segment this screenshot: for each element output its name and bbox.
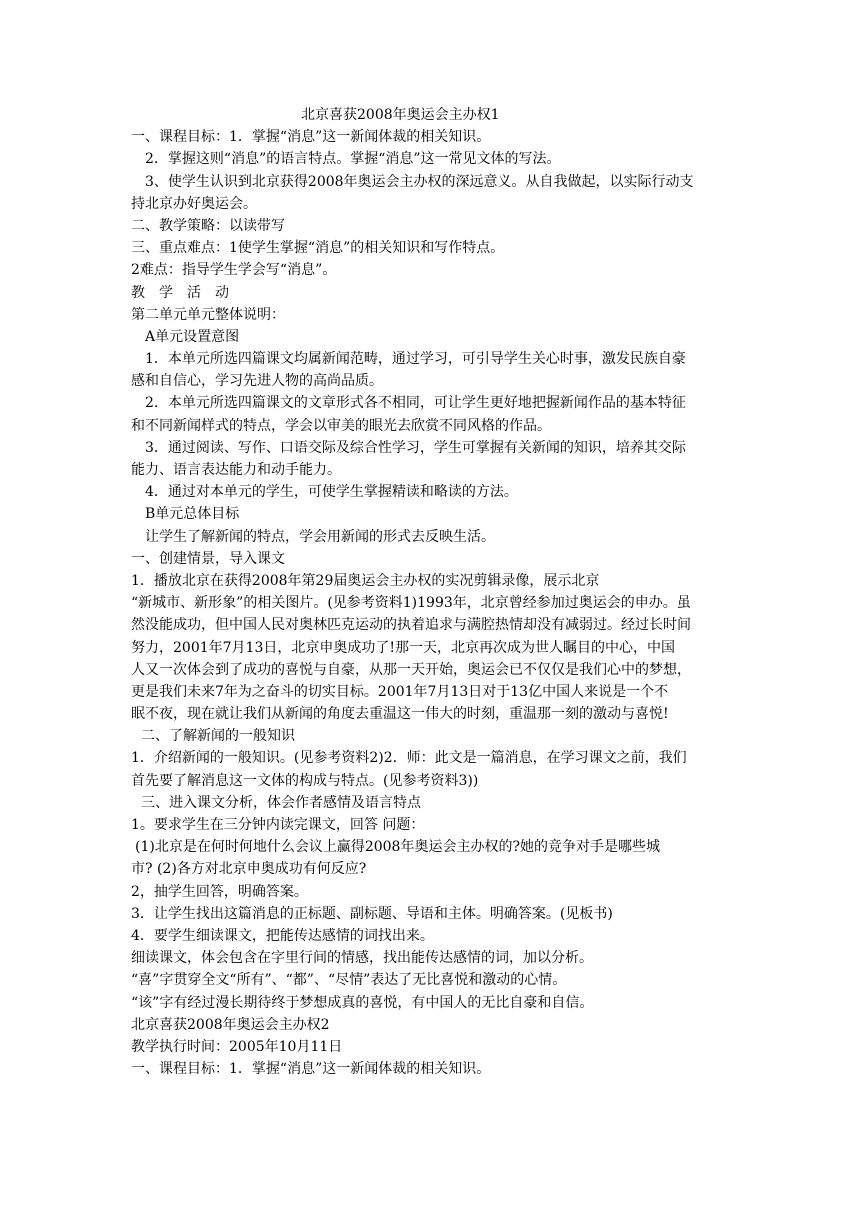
text-line: 第二单元单元整体说明： xyxy=(131,306,285,323)
text-line: “该”字有经过漫长期待终于梦想成真的喜悦，有中国人的无比自豪和自信。 xyxy=(131,994,594,1011)
text-line: 1．播放北京在获得2008年第29届奥运会主办权的实况剪辑录像，展示北京 xyxy=(131,572,600,589)
text-line: “新城市、新形象”的相关图片。(见参考资料1)1993年，北京曾经参加过奥运会的申办。虽 xyxy=(131,595,691,612)
text-line: 更是我们未来7年为之奋斗的切实目标。2001年7月13日对于13亿中国人来说是一个不 xyxy=(131,683,669,700)
text-line: 三、重点难点：1使学生掌握“消息”的相关知识和写作特点。 xyxy=(131,240,505,257)
text-line: 一、创建情景，导入课文 xyxy=(131,550,285,567)
text-line: 眠不夜，现在就让我们从新闻的角度去重温这一伟大的时刻，重温那一刻的激动与喜悦! xyxy=(131,706,669,723)
document-body xyxy=(131,104,735,1080)
text-line: 让学生了解新闻的特点，学会用新闻的形式去反映生活。 xyxy=(145,528,495,545)
text-line: 1．本单元所选四篇课文均属新闻范畴，通过学习，可引导学生关心时事，激发民族自豪 xyxy=(145,351,686,368)
text-line: 细读课文，体会包含在字里行间的情感，找出能传达感情的词，加以分析。 xyxy=(131,950,593,967)
text-line: 2难点：指导学生学会写“消息”。 xyxy=(131,262,337,279)
document-title: 北京喜获2008年奥运会主办权1 xyxy=(301,107,500,123)
text-line: 2，抽学生回答，明确答案。 xyxy=(131,883,308,900)
text-line: 一、课程目标：1．掌握“消息”这一新闻体裁的相关知识。 xyxy=(131,129,491,146)
text-line: 市? (2)各方对北京申奥成功有何反应? xyxy=(131,861,367,878)
text-line: 一、课程目标：1．掌握“消息”这一新闻体裁的相关知识。 xyxy=(131,1061,491,1078)
text-line: 1。要求学生在三分钟内读完课文，回答 问题： xyxy=(131,817,425,833)
text-line: 2．本单元所选四篇课文的文章形式各不相同，可让学生更好地把握新闻作品的基本特征 xyxy=(145,395,686,412)
section-heading: 教 学 活 动 xyxy=(131,284,229,301)
text-line: 2．掌握这则“消息”的语言特点。掌握“消息”这一常见文体的写法。 xyxy=(145,151,561,168)
text-line: 努力，2001年7月13日，北京申奥成功了!那一天，北京再次成为世人瞩目的中心，中国 xyxy=(131,639,675,656)
text-line: 首先要了解消息这一文体的构成与特点。(见参考资料3)) xyxy=(131,772,479,789)
text-line: A单元设置意图 xyxy=(145,328,240,345)
text-line: 二、了解新闻的一般知识 xyxy=(141,728,295,745)
text-line: 3、使学生认识到北京获得2008年奥运会主办权的深远意义。从自我做起，以实际行动支 xyxy=(145,173,694,190)
text-line: 3．通过阅读、写作、口语交际及综合性学习，学生可掌握有关新闻的知识，培养其交际 xyxy=(145,439,686,456)
text-line: 北京喜获2008年奥运会主办权2 xyxy=(131,1016,330,1033)
text-line: 持北京办好奥运会。 xyxy=(131,195,257,212)
text-line: B单元总体目标 xyxy=(145,506,240,523)
text-line: 人又一次体会到了成功的喜悦与自豪，从那一天开始，奥运会已不仅仅是我们心中的梦想， xyxy=(131,661,691,678)
text-line: 1．介绍新闻的一般知识。(见参考资料2)2．师：此文是一篇消息，在学习课文之前，我们 xyxy=(131,750,687,767)
text-line: “喜”字贯穿全文“所有”、“都”、“尽情”表达了无比喜悦和激动的心情。 xyxy=(131,972,567,989)
text-line: 然没能成功，但中国人民对奥林匹克运动的执着追求与满腔热情却没有减弱过。经过长时间 xyxy=(131,617,691,634)
text-line: 感和自信心，学习先进人物的高尚品质。 xyxy=(131,373,383,390)
text-line: (1)北京是在何时何地什么会议上赢得2008年奥运会主办权的?她的竞争对手是哪些城 xyxy=(135,839,660,856)
text-line: 3．让学生找出这篇消息的正标题、副标题、导语和主体。明确答案。(见板书) xyxy=(131,905,613,922)
text-line: 能力、语言表达能力和动手能力。 xyxy=(131,462,341,478)
text-line: 4．要学生细读课文，把能传达感情的词找出来。 xyxy=(131,927,434,944)
text-line: 教学执行时间：2005年10月11日 xyxy=(131,1038,343,1055)
text-line: 4．通过对本单元的学生，可使学生掌握精读和略读的方法。 xyxy=(145,484,518,501)
text-line: 二、教学策略：以读带写 xyxy=(131,217,285,234)
text-line: 和不同新闻样式的特点，学会以审美的眼光去欣赏不同风格的作品。 xyxy=(131,417,551,434)
text-line: 三、进入课文分析，体会作者感情及语言特点 xyxy=(141,794,421,811)
